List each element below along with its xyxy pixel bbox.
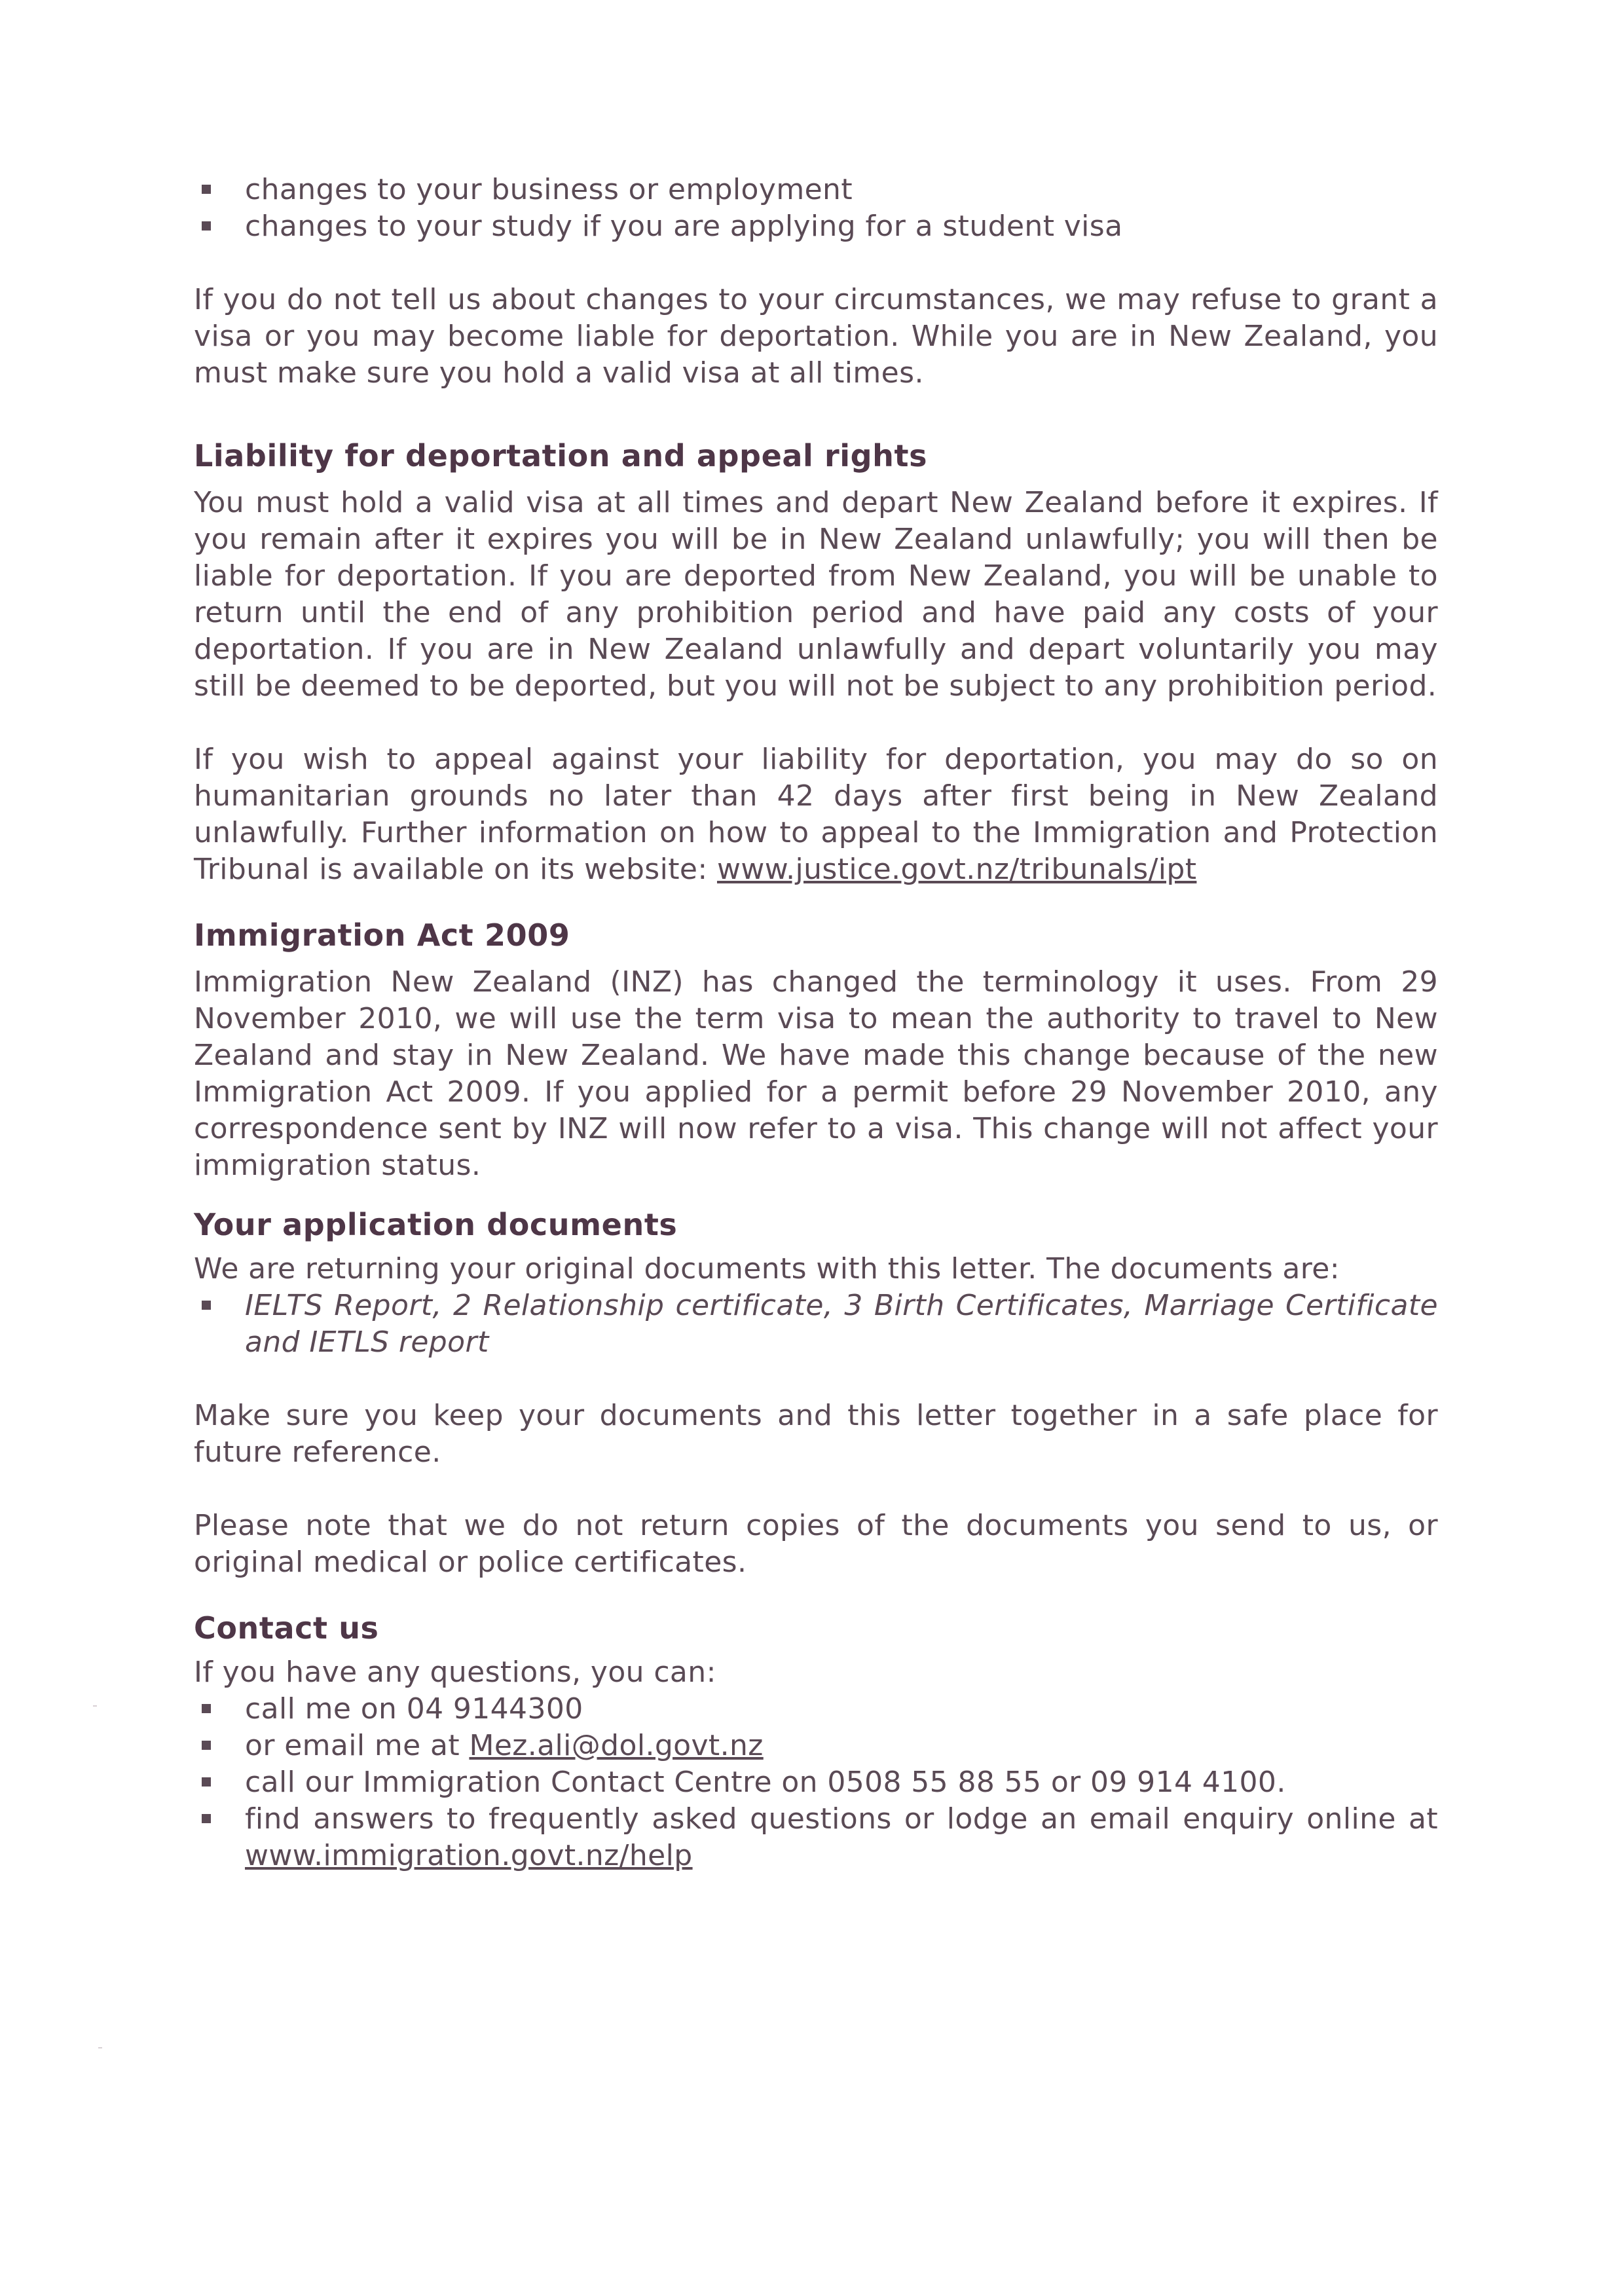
document-list-text: IELTS Report, 2 Relationship certificate, 3 Birth Certificates, Marriage Certificate and IETLS report	[245, 1289, 1438, 1359]
help-website-link[interactable]: www.immigration.govt.nz/help	[245, 1839, 693, 1872]
list-item	[194, 1728, 1438, 1764]
square-bullet-icon	[202, 1704, 211, 1713]
liability-paragraph: You must hold a valid visa at all times and depart New Zealand before it expires. If you remain after it expires you will be in New Zealand unlawfully; you will then be liable for deportation. If you are deported from New Zealand, you will be unable to return until the end of any prohibition period and have paid any costs of your deportation. If you are in New Zealand unlawfully and depart voluntarily you may still be deemed to be deported, but you will not be subject to any prohibition period.	[194, 486, 1438, 703]
email-link[interactable]: Mez.ali@dol.govt.nz	[469, 1729, 764, 1762]
contact-heading: Contact us	[194, 1610, 379, 1646]
contact-centre-text: call our Immigration Contact Centre on 0508 55 88 55 or 09 914 4100.	[245, 1766, 1286, 1799]
square-bullet-icon	[202, 1301, 211, 1310]
email-text: or email me at	[245, 1729, 470, 1762]
contact-list	[194, 1691, 1438, 1874]
documents-heading: Your application documents	[194, 1207, 678, 1242]
immigration-act-paragraph: Immigration New Zealand (INZ) has changed the terminology it uses. From 29 November 2010, we will use the term visa to mean the authority to travel to New Zealand and stay in New Zealand. We have made this change because of the new Immigration Act 2009. If you applied for a permit before 29 November 2010, any correspondence sent by INZ will now refer to a visa. This change will not affect your immigration status.	[194, 965, 1438, 1182]
square-bullet-icon	[202, 1814, 211, 1823]
square-bullet-icon	[202, 185, 211, 194]
square-bullet-icon	[202, 1741, 211, 1750]
list-item	[194, 172, 1438, 208]
list-item	[194, 208, 1438, 245]
documents-intro: We are returning your original documents with this letter. The documents are:	[194, 1252, 1340, 1286]
phone-text: call me on 04 9144300	[245, 1692, 583, 1726]
square-bullet-icon	[202, 221, 211, 231]
list-item	[194, 1691, 1438, 1728]
bullet-text: changes to your business or employment	[245, 173, 853, 206]
list-item	[194, 1764, 1438, 1801]
list-item	[194, 1287, 1438, 1361]
appeal-text: If you wish to appeal against your liability for deportation, you may do so on humanitarian grounds no later than 42 days after first being in New Zealand unlawfully. Further information on how to appeal to the Immigration and Protection Tribunal is available on its website:	[194, 743, 1438, 886]
appeal-paragraph	[194, 741, 1438, 888]
scan-speck	[98, 2047, 102, 2048]
square-bullet-icon	[202, 1777, 211, 1787]
letter-page	[194, 172, 1438, 1874]
faq-text: find answers to frequently asked questions or lodge an email enquiry online at	[245, 1802, 1438, 1836]
immigration-act-heading: Immigration Act 2009	[194, 917, 570, 953]
copies-note-paragraph: Please note that we do not return copies of the documents you send to us, or original medical or police certificates.	[194, 1509, 1438, 1579]
liability-heading: Liability for deportation and appeal rights	[194, 438, 928, 473]
keep-documents-paragraph: Make sure you keep your documents and this letter together in a safe place for future reference.	[194, 1399, 1438, 1469]
changes-paragraph: If you do not tell us about changes to your circumstances, we may refuse to grant a visa or you may become liable for deportation. While you are in New Zealand, you must make sure you hold a valid visa at all times.	[194, 283, 1438, 390]
documents-list	[194, 1287, 1438, 1361]
bullet-text: changes to your study if you are applying for a student visa	[245, 210, 1123, 243]
tribunal-website-link[interactable]: www.justice.govt.nz/tribunals/ipt	[716, 853, 1197, 886]
contact-intro: If you have any questions, you can:	[194, 1656, 716, 1689]
list-item	[194, 1801, 1438, 1874]
intro-bullet-list	[194, 172, 1438, 245]
scan-speck	[93, 1705, 97, 1707]
